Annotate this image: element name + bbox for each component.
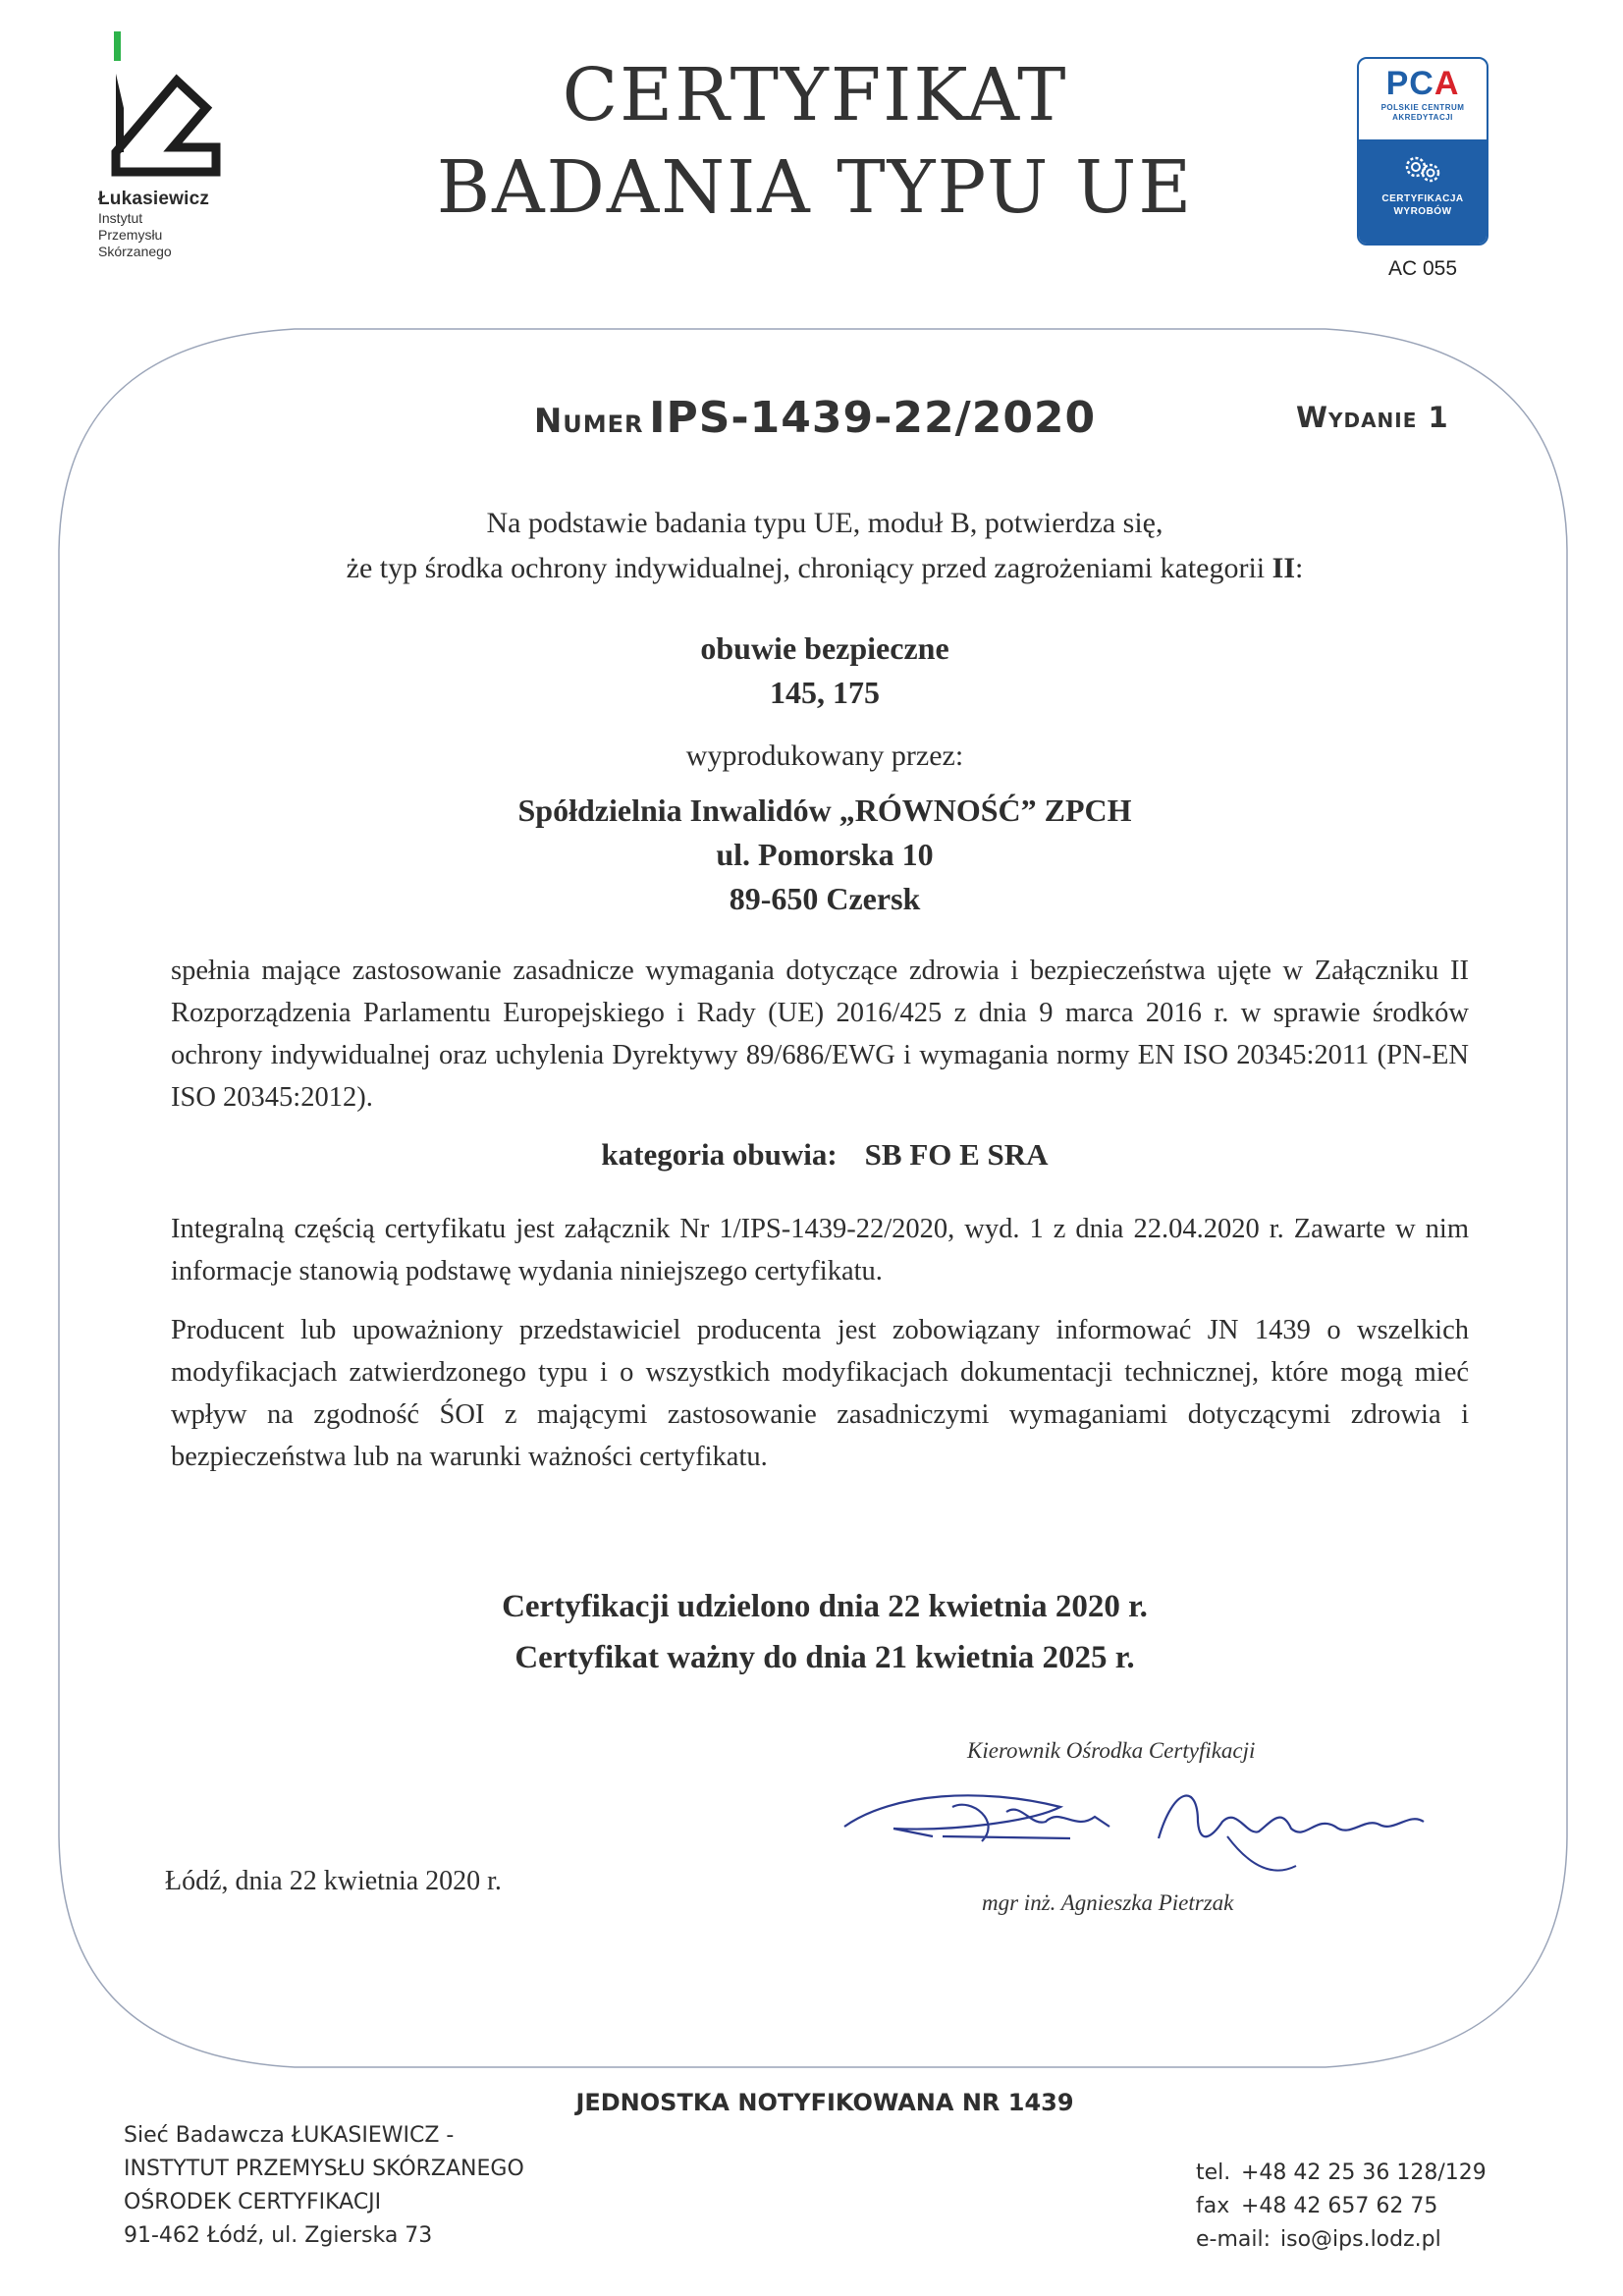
address-line-3: OŚRODEK CERTYFIKACJI — [124, 2190, 382, 2214]
manufacturer-street: ul. Pomorska 10 — [716, 837, 934, 872]
fax-number: +48 42 657 62 75 — [1241, 2194, 1438, 2218]
address-line-1: Sieć Badawcza ŁUKASIEWICZ - — [124, 2123, 455, 2148]
produced-by-label: wyprodukowany przez: — [685, 739, 964, 772]
signatory-role: Kierownik Ośrodka Certyfikacji — [967, 1738, 1256, 1763]
pca-cert-2: WYROBÓW — [1393, 206, 1452, 217]
email-line: e-mail: iso@ips.lodz.pl — [1196, 2227, 1441, 2252]
signatory-name: mgr inż. Agnieszka Pietrzak — [982, 1890, 1234, 1915]
notified-body: JEDNOSTKA NOTYFIKOWANA NR 1439 — [575, 2089, 1074, 2116]
title-line-2: BADANIA TYPU UE — [436, 145, 1194, 230]
certificate-number — [295, 393, 1335, 443]
requirements-paragraph: spełnia mające zastosowanie zasadnicze wymagania dotyczące zdrowia i bezpieczeństwa ujęte w Załączniku II Rozporządzenia Parlamentu Europejskiego i Rady (UE) 2016/425 z dnia 9 marca 2016 r. w sprawie środków ochrony indywidualnej oraz uchylenia Dyrektywy 89/686/EWG i wymagania normy EN ISO 20345:2011 (PN-EN ISO 20345:2012). — [171, 956, 1469, 1113]
contact-info — [1196, 2157, 1487, 2257]
issued-date: Certyfikacji udzielono dnia 22 kwietnia 2020 r. — [502, 1589, 1148, 1624]
place-and-date: Łódź, dnia 22 kwietnia 2020 r. — [165, 1866, 502, 1896]
manufacturer-city: 89-650 Czersk — [729, 881, 921, 916]
valid-until-date: Certyfikat ważny do dnia 21 kwietnia 2025 r. — [514, 1640, 1135, 1675]
pca-line-2: AKREDYTACJI — [1392, 113, 1453, 122]
intro-line-1: Na podstawie badania typu UE, moduł B, potwierdza się, — [486, 507, 1163, 539]
fax-line: fax +48 42 657 62 75 — [1196, 2194, 1438, 2218]
address-line-2: INSTYTUT PRZEMYSŁU SKÓRZANEGO — [124, 2157, 524, 2181]
lukasiewicz-logo — [98, 29, 265, 265]
pca-logo: PCA — [1385, 65, 1460, 102]
category-label: kategoria obuwia: — [601, 1137, 838, 1172]
address-line-4: 91-462 Łódź, ul. Zgierska 73 — [124, 2223, 433, 2248]
phone-number: +48 42 25 36 128/129 — [1241, 2160, 1487, 2185]
edition: Wydanie 1 — [1296, 401, 1449, 434]
pca-accreditation-badge — [1357, 57, 1492, 246]
title-line-1: CERTYFIKAT — [562, 53, 1068, 137]
lukasiewicz-mark-icon — [98, 29, 226, 187]
document-title — [295, 49, 1335, 234]
manufacturer-name: Spółdzielnia Inwalidów „RÓWNOŚĆ” ZPCH — [517, 793, 1132, 828]
intro-line-2: że typ środka ochrony indywidualnej, chroniący przed zagrożeniami kategorii II: — [346, 552, 1304, 584]
handwritten-signature — [835, 1768, 1443, 1895]
pca-line-1: POLSKIE CENTRUM — [1380, 103, 1465, 112]
logo-name: Łukasiewicz — [98, 189, 210, 209]
number-label: Numer — [533, 402, 644, 441]
producer-paragraph: Producent lub upoważniony przedstawiciel producenta jest zobowiązany informować JN 1439 o wszelkich modyfikacjach zatwierdzonego typu i o wszystkich modyfikacjach dokumentacji technicznej, które mogą mieć wpływ na zgodność ŚOI z mającymi zastosowanie zasadniczymi wymaganiami dotyczącymi zdrowia i bezpieczeństwa lub na warunki ważności certyfikatu. — [171, 1315, 1469, 1472]
number-value: IPS-1439-22/2020 — [649, 393, 1097, 443]
phone-line: tel. +48 42 25 36 128/129 — [1196, 2160, 1487, 2185]
gears-icon — [1359, 139, 1487, 192]
pca-cert-1: CERTYFIKACJA — [1381, 193, 1464, 204]
annex-paragraph: Integralną częścią certyfikatu jest załącznik Nr 1/IPS-1439-22/2020, wyd. 1 z dnia 22.04.2020 r. Zawarte w nim informacje stanowią podstawę wydania niniejszego certyfikatu. — [171, 1214, 1469, 1286]
institute-address — [124, 2119, 524, 2253]
logo-sub-3: Skórzanego — [98, 244, 172, 259]
category-value: SB FO E SRA — [864, 1137, 1049, 1172]
accreditation-code: AC 055 — [1387, 257, 1458, 280]
email-address[interactable]: iso@ips.lodz.pl — [1280, 2227, 1441, 2252]
logo-sub-2: Przemysłu — [98, 227, 163, 243]
certification-dates — [157, 1581, 1492, 1683]
intro-text — [157, 501, 1492, 591]
footwear-category — [157, 1137, 1492, 1173]
product-name: obuwie bezpieczne — [700, 630, 949, 666]
product-models: 145, 175 — [770, 675, 880, 710]
logo-sub-1: Instytut — [98, 210, 143, 226]
